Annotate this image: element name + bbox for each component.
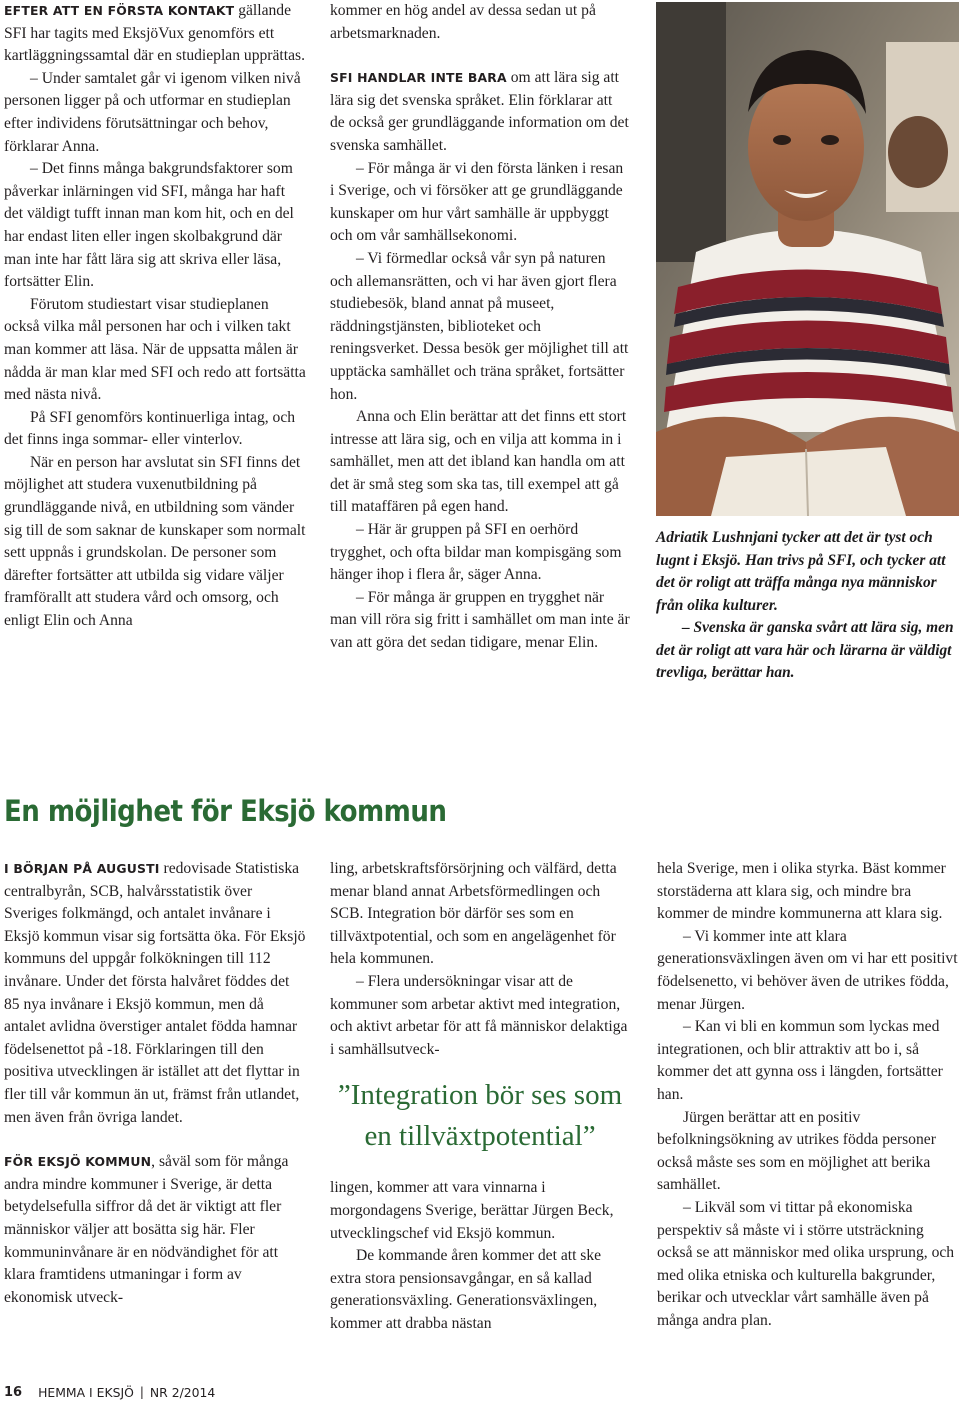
paragraph: När en person har avslutat sin SFI finns det möjlighet att studera vuxenutbildning på grundläggande nivå, en utbildning som vänder sig till de som saknar de kunskaper som normalt sett uppnås i grundskolan. De personer som därefter fortsätter att utbilda sig vidare väljer framförallt att studera vård och omsorg, och enligt Elin och Anna [4,453,306,630]
lead-in: I BÖRJAN PÅ AUGUSTI [4,861,160,876]
lead-in: SFI HANDLAR INTE BARA [330,70,507,86]
paragraph-text: om att lära sig att lära sig det svenska språket. Elin förklarar att de också ger grundläggande information om det svenska samhället. [330,69,629,154]
paragraph: – Vi förmedlar också vår syn på naturen och allemansrätten, och vi har även gjort flera studiebesök, bland annat på museet, räddningstjänsten, biblioteket och reningsverket. Dessa besök ger möjlighet till att upptäcka samhället och träna språket, fortsätter hon. [330,249,629,403]
caption-text: Adriatik Lushnjani tycker att det är tyst och lugnt i Eksjö. Han trivs på SFI, och tycker att det ör roligt att träffa många nya människor från olika kulturer. [656,529,946,614]
paragraph: Anna och Elin berättar att det finns ett stort intresse att lära sig, och en vilja att komma in i samhället, men att det ibland kan handla om att det är små steg som ska tas, till exempel att gå till mataffären på egen hand. [330,408,627,516]
article-column-1 [4,0,306,633]
page-footer [4,1382,215,1402]
paragraph: – Det finns många bakgrundsfaktorer som påverkar inlärningen vid SFI, många har haft det väldigt tufft innan man kom hit, och en del har endast liten eller ingen skolbakgrund där man inte har fått lära sig att skriva eller läsa, fortsätter Elin. [4,160,294,291]
paragraph-text: , såväl som för många andra mindre kommuner i Sverige, är detta betydelsefulla siffror då det är viktigt att fler människor väljer att bosätta sig här. Fler kommuninvånare är en nödvändighet för att klara framtidens utmaningar i form av ekonomisk utveck- [4,1153,289,1306]
article-column-2 [330,0,630,655]
footer-separator: | [139,1385,144,1399]
lead-in: FÖR EKSJÖ KOMMUN [4,1154,152,1170]
magazine-name: HEMMA I EKSJÖ [38,1384,134,1400]
lead-in: EFTER ATT EN FÖRSTA KONTAKT [4,3,235,18]
article-headline: En möjlighet för Eksjö kommun [4,794,447,828]
pull-quote: ”Integration bör ses som en tillväxtpotential” [337,1079,623,1153]
paragraph: kommer en hög andel av dessa sedan ut på arbetsmarknaden. [330,2,596,42]
article-column-3 [4,858,306,1309]
paragraph: – Kan vi bli en kommun som lyckas med integrationen, och blir attraktiv att bo i, så kommer det att gynna oss i längden, fortsätter han. [657,1018,943,1103]
paragraph-text: redovisade Statistiska centralbyrån, SCB, halvårsstatistik över Sveriges folkmängd, och antalet invånare i Eksjö kommun visar sig fortsätta öka. För Eksjö kommuns del uppgår folkökningen till 112 invånare. Under det första halvåret föddes det 85 nya invånare i Eksjö kommun, men då antalet avlidna överstiger antalet födda hamnar födelsenettot på -18. Förklaringen till den positiva utvecklingen är istället att det flyttar in fler till vår kommun än ut, främst från utlandet, men även från övriga landet. [4,860,306,1126]
photo-caption [656,527,959,685]
portrait-photo [656,2,959,516]
paragraph: – Under samtalet går vi igenom vilken nivå personen ligger på och utformar en studieplan efter individens förutsättningar och behov, förklarar Anna. [4,69,301,155]
paragraph: hela Sverige, men i olika styrka. Bäst kommer storstäderna att klara sig, och mindre bra kommer de mindre kommunerna att klara sig. [657,860,946,923]
paragraph: – För många är gruppen en trygghet när man vill röra sig fritt i samhället om man inte är van att göra det sedan tidigare, menar Elin. [330,588,630,652]
paragraph: – Likväl som vi tittar på ekonomiska perspektiv så måste vi i större utsträckning också se att människor med olika ursprung, och med olika etniska och kulturella bakgrunder, berikar och utvecklar vårt samhälle även på många andra plan. [657,1198,955,1329]
paragraph: På SFI genomförs kontinuerliga intag, och det finns inga sommar- eller vinterlov. [4,408,296,449]
issue-number: NR 2/2014 [149,1384,216,1400]
paragraph [330,67,630,157]
paragraph: – Flera undersökningar visar att de kommuner som arbetar aktivt med integration, och aktivt arbetar för att få människor delaktiga i samhällsutveck- [330,972,628,1058]
paragraph: Jürgen berättar att en positiv befolkningsökning av utrikes födda personer också måste ses som en möjlighet att berika samhället. [657,1108,936,1194]
article-column-5 [657,858,959,1332]
portrait-illustration [656,2,959,516]
paragraph: De kommande åren kommer det att ske extra stora pensionsavgångar, en så kallad generationsväxling. Generationsväxlingen, kommer att drabba nästan [330,1247,602,1332]
paragraph-text: gällande SFI har tagits med EksjöVux genomförs ett kartläggningssamtal där en studieplan upprättas. [4,2,305,65]
paragraph [4,0,306,68]
paragraph: ling, arbetskraftsförsörjning och välfärd, detta menar bland annat Arbetsförmedlingen och SCB. Integration bör därför ses som en tillväxtpotential, och som en angelägenhet för hela kommunen. [330,860,617,968]
paragraph [4,858,306,1129]
paragraph: lingen, kommer att vara vinnarna i morgondagens Sverige, berättar Jürgen Beck, utvecklingschef vid Eksjö kommun. [330,1179,614,1242]
paragraph: Förutom studiestart visar studieplanen också vilka mål personen har och i vilken takt man kommer att läsa. När de uppsatta målen är nådda är man klar med SFI och redo att fortsätta med nästa nivå. [4,295,306,404]
paragraph: – Vi kommer inte att klara generationsväxlingen även om vi har ett positivt födelsenetto, vi behöver även de utrikes födda, menar Jürgen. [657,927,958,1013]
caption-quote: – Svenska är ganska svårt att lära sig, men det är roligt att vara här och lärarna är väldigt trevliga, berättar han. [656,619,954,681]
paragraph: – Här är gruppen på SFI en oerhörd trygghet, och ofta bildar man kompisgäng som hänger ihop i flera år, säger Anna. [330,521,622,584]
paragraph: – För många är vi den första länken i resan i Sverige, och vi försöker att ge grundläggande kunskaper om hur vårt samhälle är uppbyggt och om vår samhällsekonomi. [330,159,624,245]
paragraph [4,1151,306,1309]
page-number: 16 [4,1384,23,1400]
article-column-4 [330,858,630,1336]
